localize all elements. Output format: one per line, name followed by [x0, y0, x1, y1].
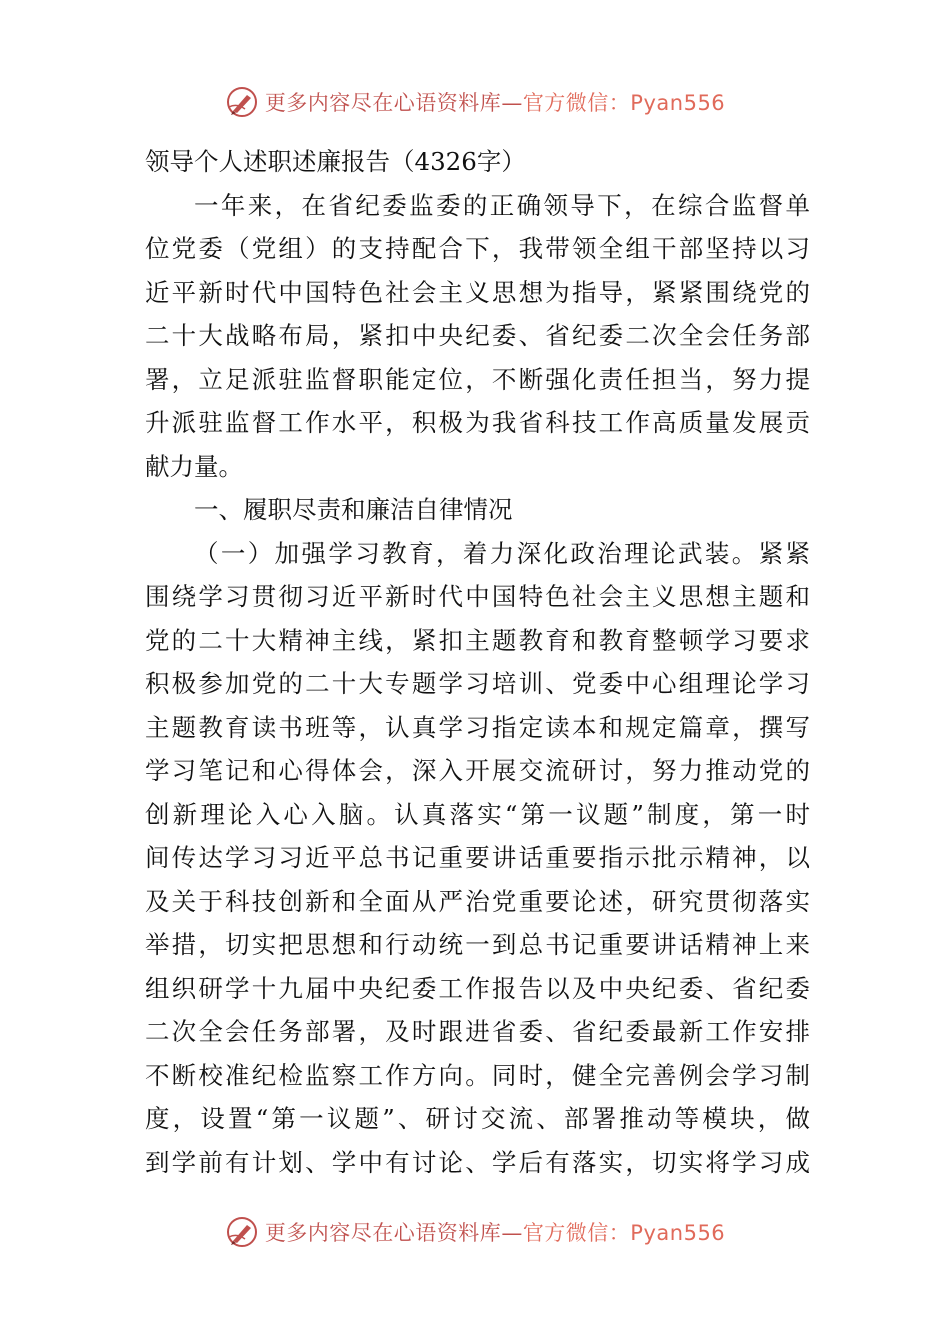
text-line: 组织研学十九届中央纪委工作报告以及中央纪委、省纪委: [145, 973, 810, 1003]
text-line: 围绕学习贯彻习近平新时代中国特色社会主义思想主题和: [145, 582, 810, 611]
text-line: 一年来，在省纪委监委的正确领导下，在综合监督单: [194, 190, 810, 220]
watermark-contact: 官方微信：Pyan556: [522, 91, 726, 115]
text-line: 间传达学习习近平总书记重要讲话重要指示批示精神，以: [145, 843, 810, 872]
watermark-separator: —: [501, 91, 523, 115]
text-line: 不断校准纪检监察工作方向。同时，健全完善例会学习制: [145, 1060, 810, 1090]
text-line: 举措，切实把思想和行动统一到总书记重要讲话精神上来: [145, 930, 810, 959]
pen-logo-icon: [225, 85, 259, 119]
text-line: 署，立足派驻监督职能定位，不断强化责任担当，努力提: [145, 364, 810, 394]
text-line: 学习笔记和心得体会，深入开展交流研讨，努力推动党的: [145, 756, 810, 785]
text-line: 创新理论入心入脑。认真落实“第一议题”制度，第一时: [145, 799, 810, 829]
watermark-separator: —: [501, 1221, 523, 1245]
watermark-brand: 更多内容尽在心语资料库: [264, 91, 502, 115]
document-body: [145, 140, 810, 1184]
watermark-text: [265, 87, 725, 117]
text-line: 度，设置“第一议题”、研讨交流、部署推动等模块，做: [145, 1104, 810, 1133]
text-line: 献力量。: [145, 451, 243, 481]
text-line: 近平新时代中国特色社会主义思想为指导，紧紧围绕党的: [145, 277, 810, 307]
text-line: 二十大战略布局，紧扣中央纪委、省纪委二次全会任务部: [145, 321, 810, 350]
text-line: 党的二十大精神主线，紧扣主题教育和教育整顿学习要求: [145, 625, 810, 655]
text-line: （一）加强学习教育，着力深化政治理论武装。紧紧: [194, 538, 810, 568]
watermark-header: [0, 82, 950, 122]
watermark-footer: [0, 1212, 950, 1252]
text-line: 积极参加党的二十大专题学习培训、党委中心组理论学习: [145, 669, 810, 698]
text-line: 一、履职尽责和廉洁自律情况: [194, 495, 513, 524]
watermark-brand: 更多内容尽在心语资料库: [264, 1221, 502, 1245]
text-line: 到学前有计划、学中有讨论、学后有落实，切实将学习成: [145, 1147, 810, 1177]
paragraph-lines: [145, 184, 810, 1185]
text-line: 及关于科技创新和全面从严治党重要论述，研究贯彻落实: [145, 886, 810, 916]
text-line: 主题教育读书班等，认真学习指定读本和规定篇章，撰写: [145, 712, 810, 742]
document-title: 领导个人述职述廉报告（4326字）: [145, 147, 526, 176]
text-line: 二次全会任务部署，及时跟进省委、省纪委最新工作安排: [145, 1017, 810, 1046]
watermark-contact: 官方微信：Pyan556: [522, 1221, 726, 1245]
pen-logo-icon: [225, 1215, 259, 1249]
text-line: 升派驻监督工作水平，积极为我省科技工作高质量发展贡: [145, 408, 810, 437]
text-line: 位党委（党组）的支持配合下，我带领全组干部坚持以习: [145, 234, 810, 263]
watermark-text: [265, 1217, 725, 1247]
